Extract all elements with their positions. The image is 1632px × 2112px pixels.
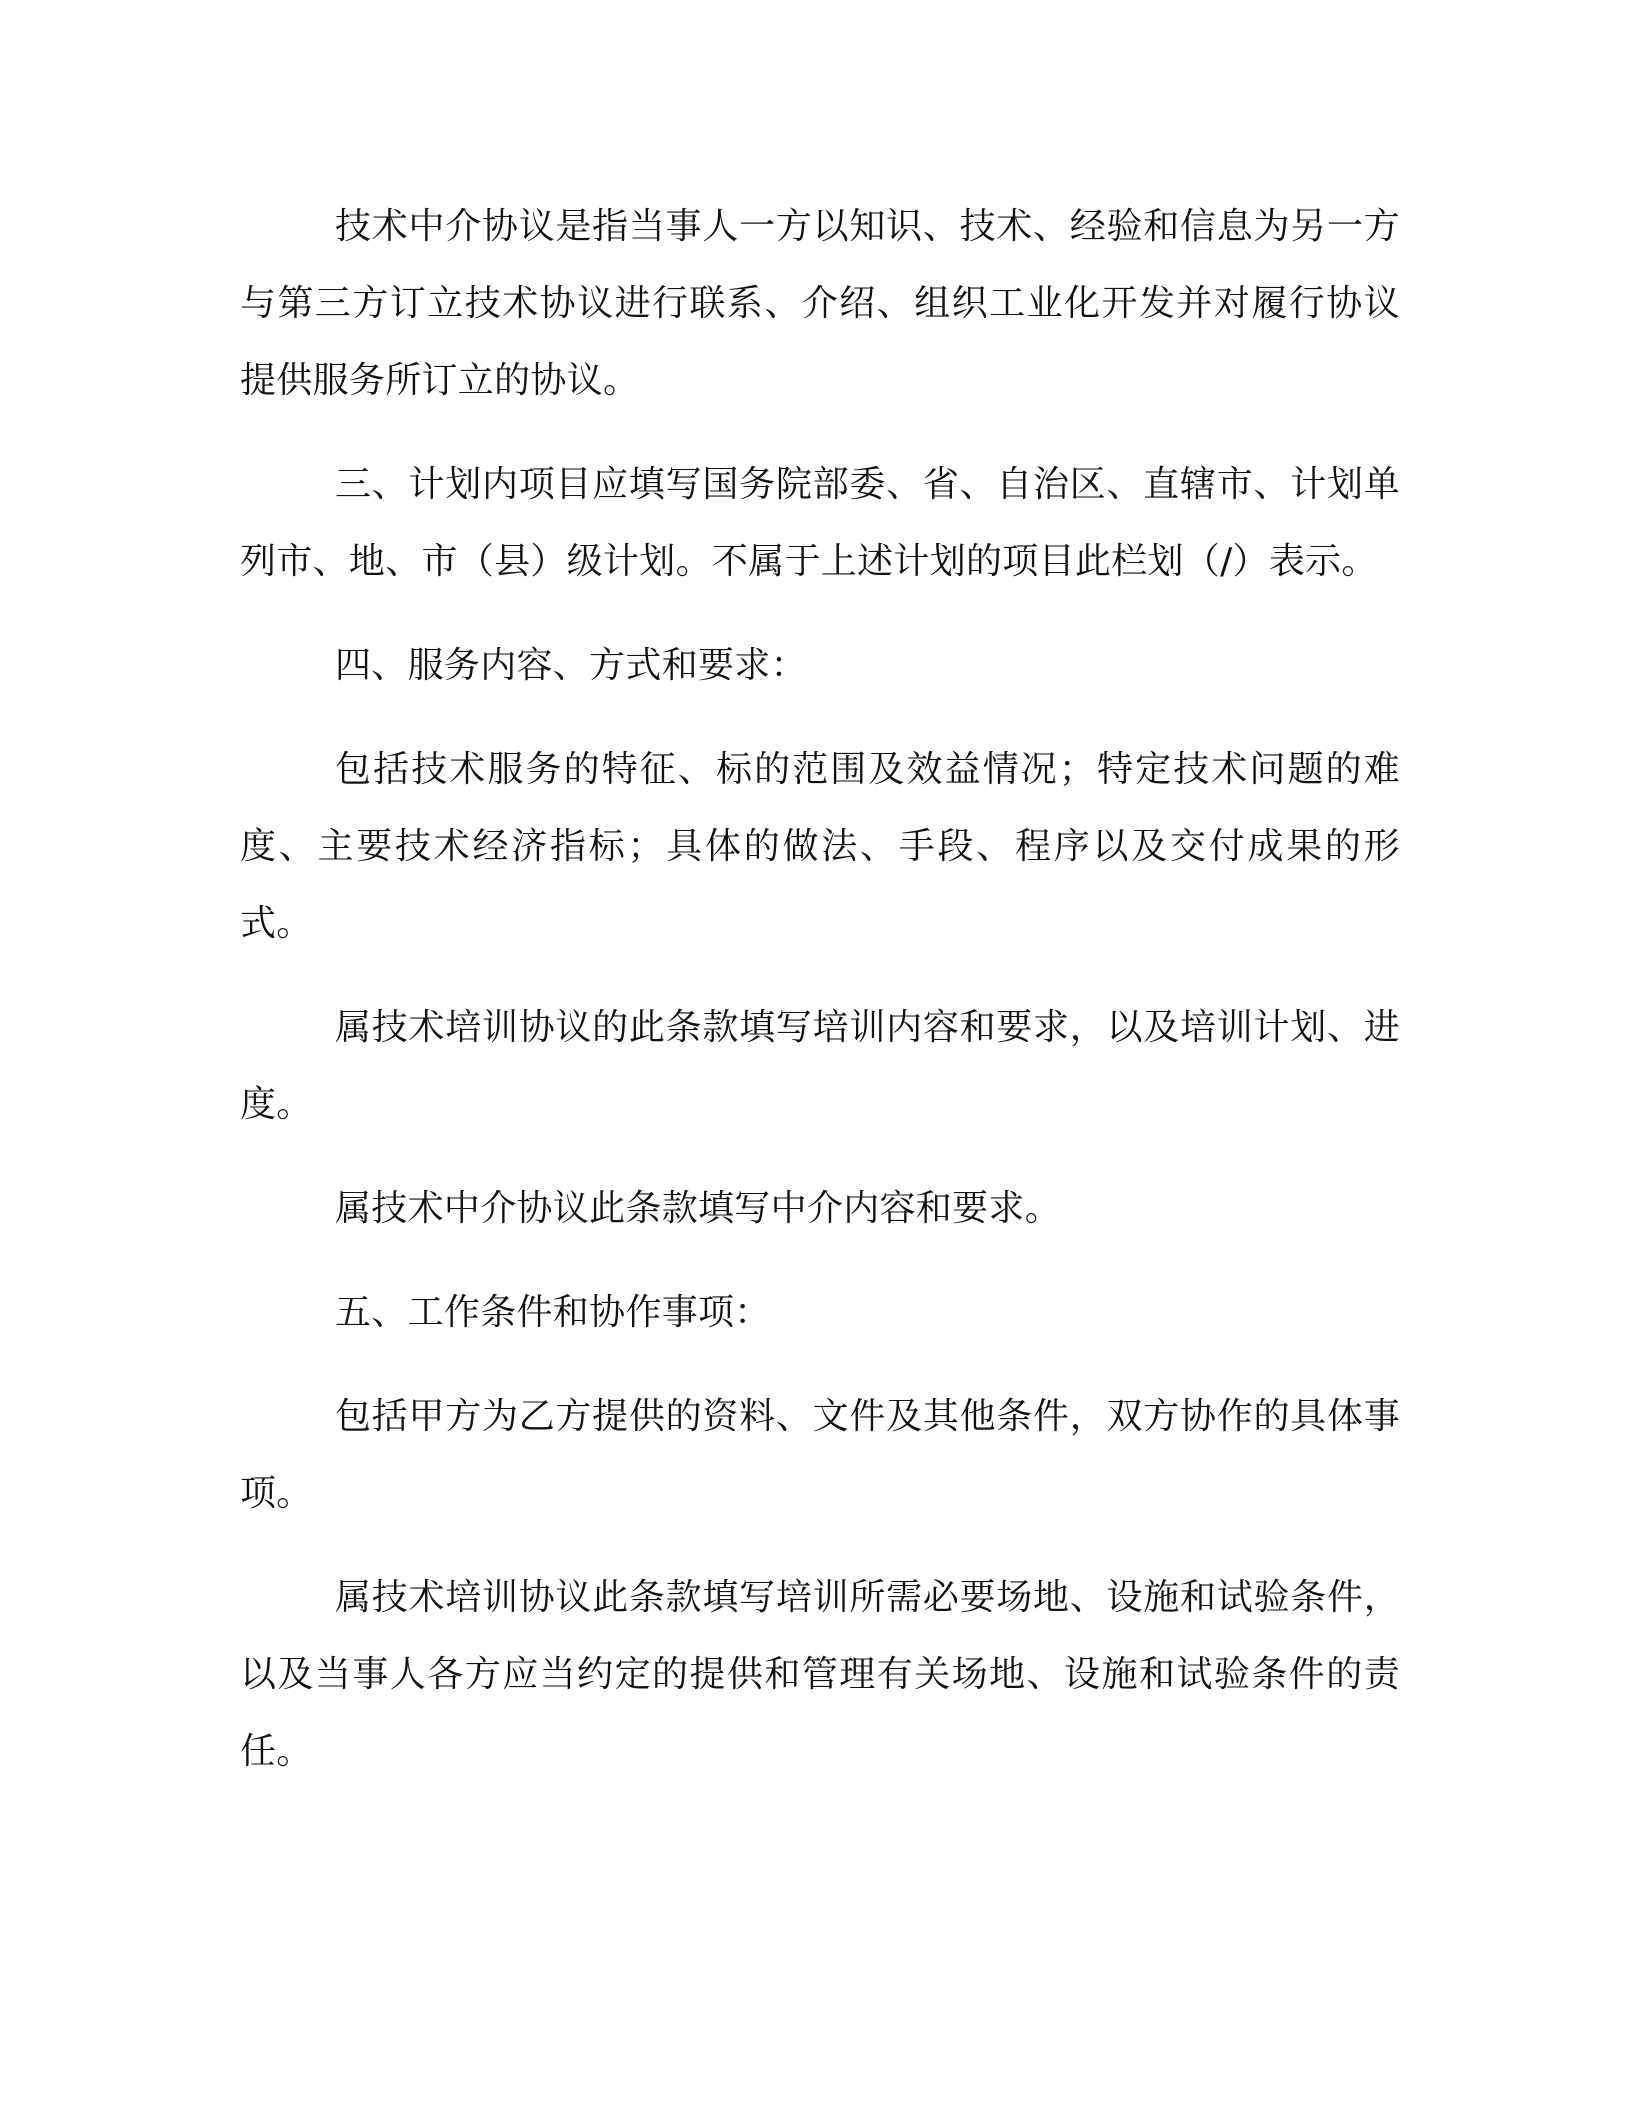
heading-section-4-service-content: 四、服务内容、方式和要求：	[335, 645, 807, 686]
paragraph-section-3-plan-projects: 三、计划内项目应填写国务院部委、省、自治区、直辖市、计划单列市、地、市（县）级计划。不属于上述计划的项目此栏划（/）表示。	[240, 464, 1400, 582]
paragraph-intermediary-agreement-content: 属技术中介协议此条款填写中介内容和要求。	[335, 1188, 1062, 1229]
paragraph-training-agreement-content: 属技术培训协议的此条款填写培训内容和要求，以及培训计划、进度。	[240, 1007, 1400, 1125]
paragraph-training-facilities-conditions: 属技术培训协议此条款填写培训所需必要场地、设施和试验条件，以及当事人各方应当约定的提供和管理有关场地、设施和试验条件的责任。	[240, 1577, 1400, 1772]
document-body	[240, 188, 1400, 1817]
heading-section-5-work-conditions: 五、工作条件和协作事项：	[335, 1292, 771, 1333]
paragraph-tech-intermediary-definition: 技术中介协议是指当事人一方以知识、技术、经验和信息为另一方与第三方订立技术协议进行联系、介绍、组织工业化开发并对履行协议提供服务所订立的协议。	[240, 206, 1400, 401]
paragraph-work-conditions-details: 包括甲方为乙方提供的资料、文件及其他条件，双方协作的具体事项。	[240, 1396, 1400, 1514]
paragraph-service-content-details: 包括技术服务的特征、标的范围及效益情况；特定技术问题的难度、主要技术经济指标；具体的做法、手段、程序以及交付成果的形式。	[240, 749, 1400, 944]
